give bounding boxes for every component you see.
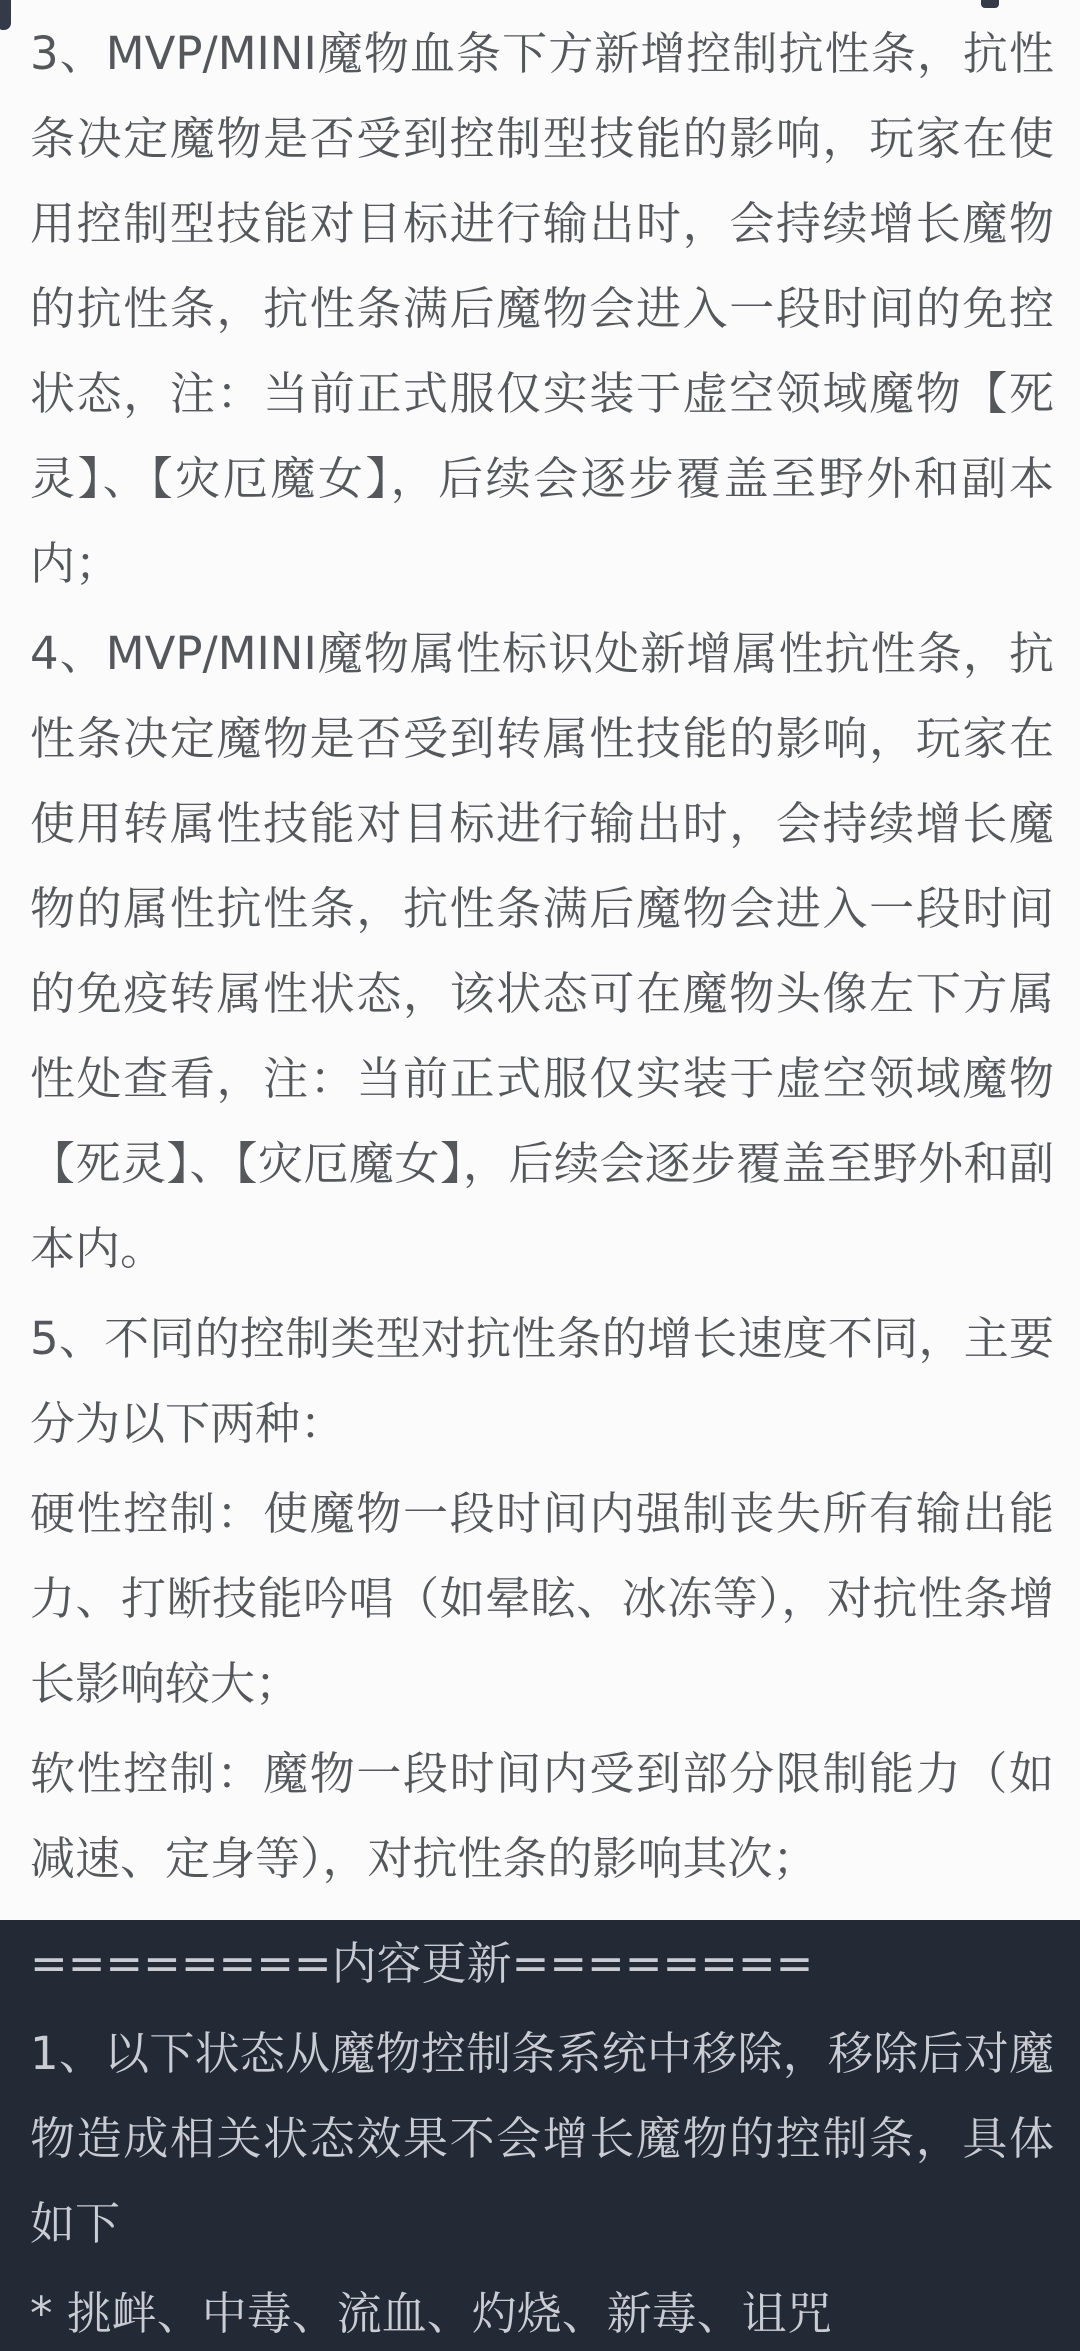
patch-note-paragraph: 软性控制：魔物一段时间内受到部分限制能力（如减速、定身等），对抗性条的影响其次；	[30, 1747, 1054, 1885]
screenshot-crop-artifact	[0, 0, 11, 30]
patch-note-paragraph: 1、以下状态从魔物控制条系统中移除，移除后对魔物造成相关状态效果不会增长魔物的控制条，具体如下	[30, 2027, 1054, 2250]
patch-note-paragraph: 硬性控制：使魔物一段时间内强制丧失所有输出能力、打断技能吟唱（如晕眩、冰冻等），对抗性条增长影响较大；	[30, 1487, 1054, 1710]
screenshot-crop-artifact	[981, 0, 999, 8]
patch-note-paragraph: 4、MVP/MINI魔物属性标识处新增属性抗性条，抗性条决定魔物是否受到转属性技能的影响，玩家在使用转属性技能对目标进行输出时，会持续增长魔物的属性抗性条，抗性条满后魔物会进入一段时间的免疫转属性状态，该状态可在魔物头像左下方属性处查看，注：当前正式服仅实装于虚空领域魔物【死灵】、【灾厄魔女】，后续会逐步覆盖至野外和副本内。	[30, 627, 1054, 1275]
patch-note-paragraph: 3、MVP/MINI魔物血条下方新增控制抗性条，抗性条决定魔物是否受到控制型技能的影响，玩家在使用控制型技能对目标进行输出时，会持续增长魔物的抗性条，抗性条满后魔物会进入一段时间的免控状态，注：当前正式服仅实装于虚空领域魔物【死灵】、【灾厄魔女】，后续会逐步覆盖至野外和副本内；	[30, 27, 1054, 590]
content-update-header: ========内容更新========	[30, 1937, 814, 1990]
patch-note-paragraph: * 挑衅、中毒、流血、灼烧、新毒、诅咒	[30, 2287, 832, 2340]
dark-paragraph-list	[30, 2011, 1054, 2351]
light-paragraph-list	[30, 11, 1054, 1901]
patch-note-paragraph: 5、不同的控制类型对抗性条的增长速度不同，主要分为以下两种：	[30, 1312, 1054, 1450]
content-update-dark-section	[0, 1920, 1080, 2351]
